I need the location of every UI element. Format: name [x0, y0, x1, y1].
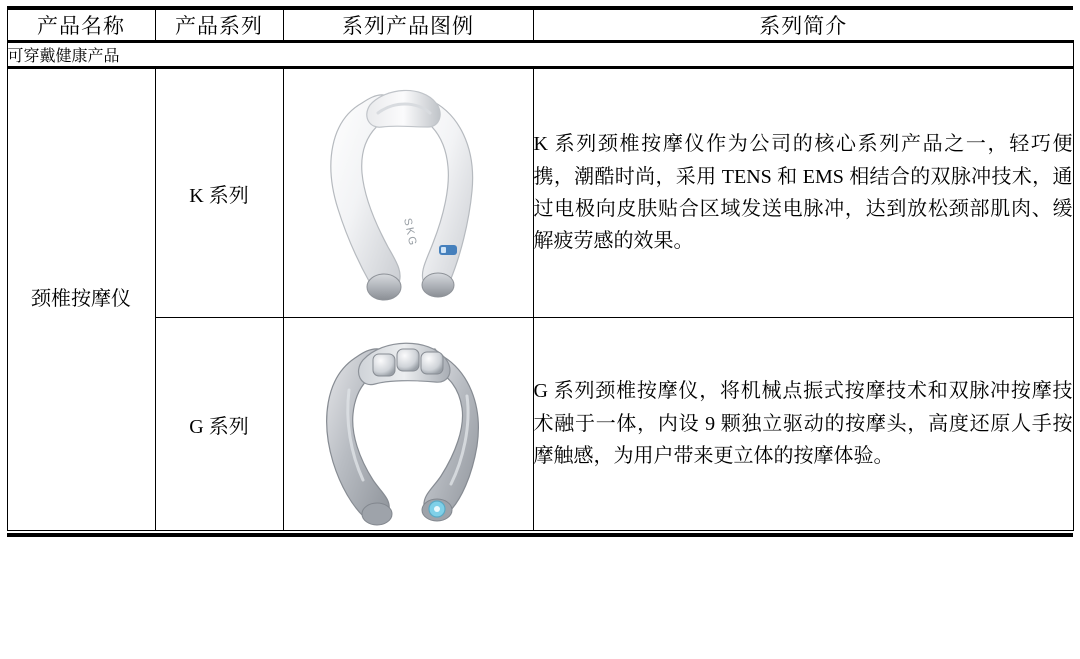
series-label-g: G 系列: [155, 318, 283, 531]
section-title-row: [7, 43, 1073, 67]
product-name-cell: 颈椎按摩仪: [7, 69, 155, 531]
series-description-k-text: K 系列颈椎按摩仪作为公司的核心系列产品之一，轻巧便携，潮酷时尚，采用 TENS 和 EMS 相结合的双脉冲技术，通过电极向皮肤贴合区域发送电脉冲，达到放松颈部肌肉、缓解疲劳感的效果。: [533, 133, 1073, 253]
series-description-k: [533, 69, 1073, 318]
header-series-intro: 系列简介: [533, 10, 1073, 41]
g-series-illustration: [297, 318, 519, 530]
series-description-g-text: G 系列颈椎按摩仪，将机械点振式按摩技术和双脉冲按摩技术融于一体，内设 9 颗独立驱动的按摩头，高度还原人手按摩触感，为用户带来更立体的按摩体验。: [533, 380, 1073, 468]
brand-mark-text: SKG: [401, 217, 419, 249]
product-table: [7, 9, 1074, 531]
series-label-k: K 系列: [155, 69, 283, 318]
k-series-neck-massager-photo: [283, 69, 533, 318]
section-title-wearable-health: 可穿戴健康产品: [7, 43, 1073, 67]
header-product-name: 产品名称: [7, 10, 155, 41]
header-product-series: 产品系列: [155, 10, 283, 41]
series-description-g: [533, 318, 1073, 531]
table-bottom-rule: [7, 534, 1073, 537]
header-product-image: 系列产品图例: [283, 10, 533, 41]
table-row: [7, 69, 1073, 318]
g-series-neck-massager-photo: [283, 318, 533, 531]
table-header-row: [7, 10, 1073, 41]
document-page: [0, 6, 1080, 659]
table-row: [7, 318, 1073, 531]
k-series-illustration: [300, 69, 516, 317]
